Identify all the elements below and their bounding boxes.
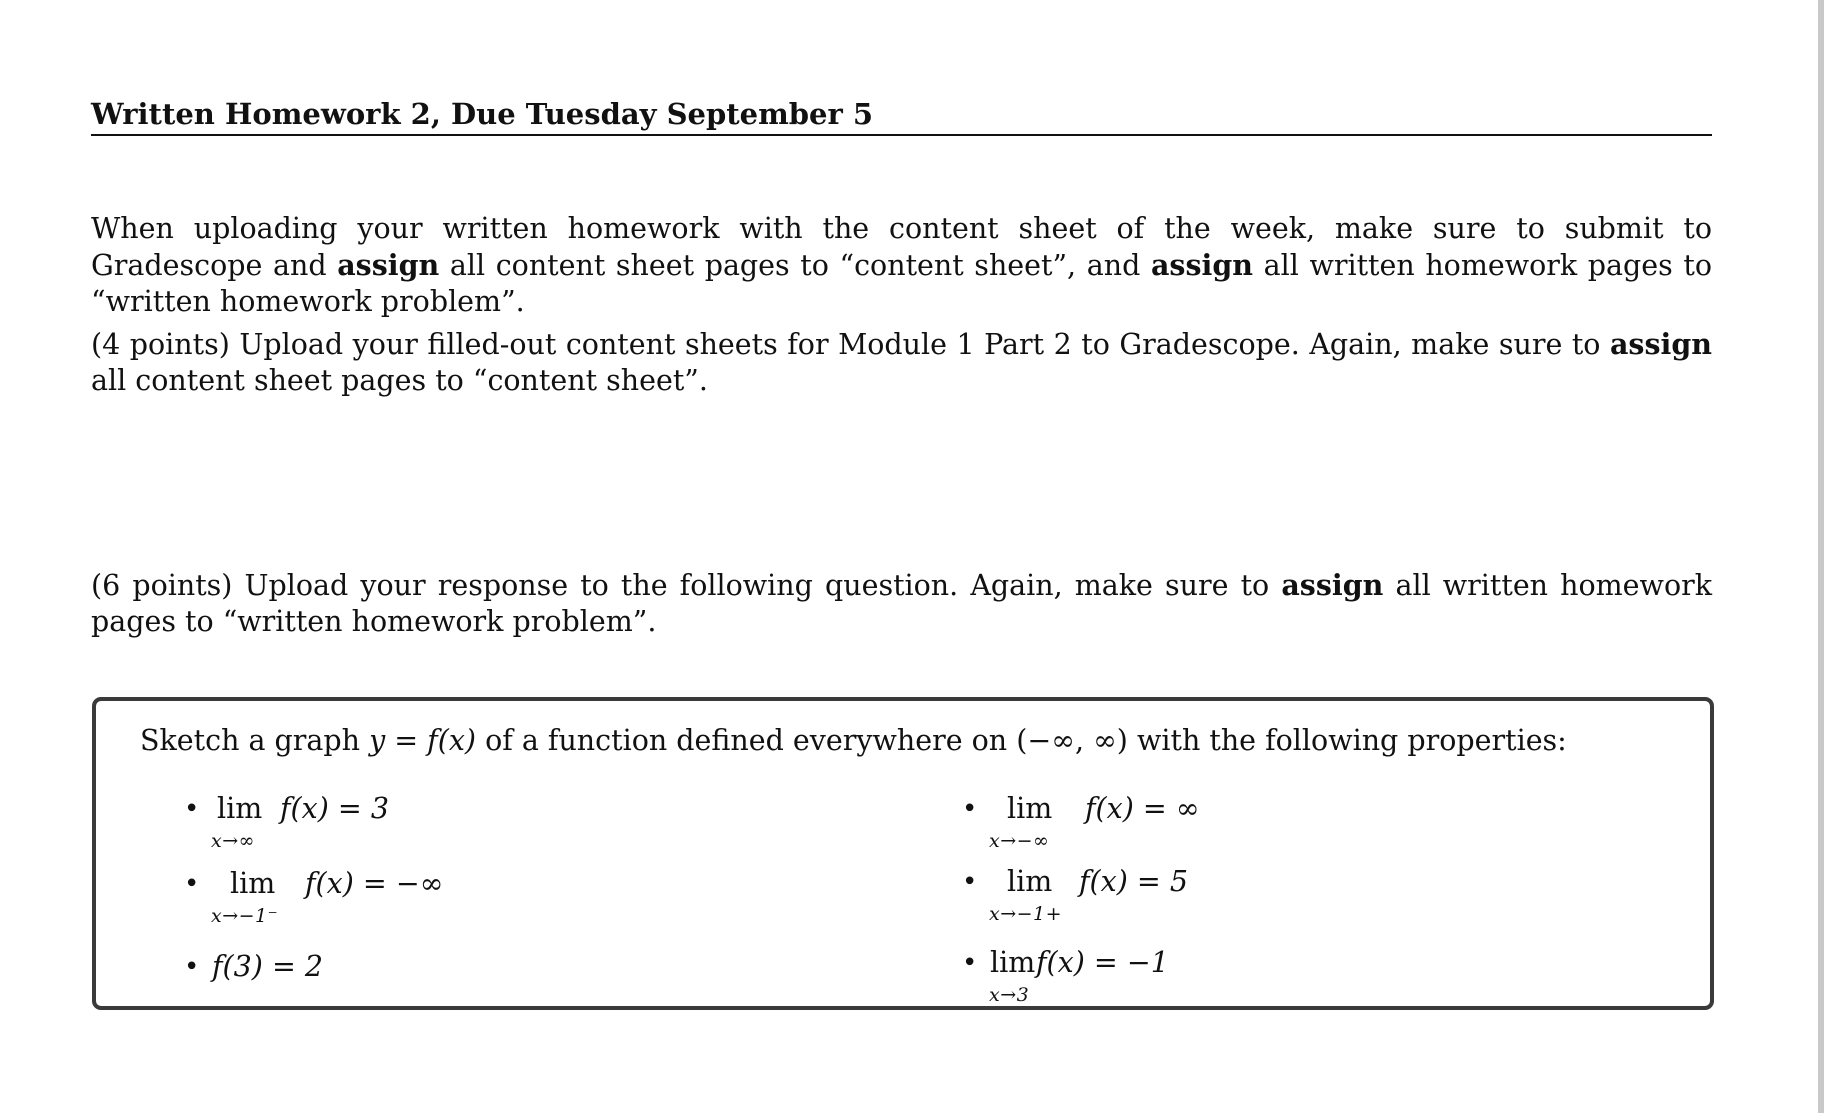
p3-bold-assign: assign bbox=[1281, 568, 1384, 602]
p3-text-2: all written homework pages to “written homework problem”. bbox=[91, 569, 1712, 638]
p1-text-2: all content sheet pages to “content sheet”, and bbox=[439, 249, 1151, 282]
p2-text-1: (4 points) Upload your filled-out content sheets for Module 1 Part 2 to Gradescope. Again, make sure to bbox=[91, 328, 1610, 361]
lim-operator: lim bbox=[217, 792, 263, 825]
property-expression: f(3) = 2 bbox=[212, 950, 324, 983]
page-title: Written Homework 2, Due Tuesday September 5 bbox=[91, 97, 874, 131]
problem-statement bbox=[140, 723, 1567, 759]
lim-subscript: x→−1⁻ bbox=[211, 905, 279, 927]
p2-text-2: all content sheet pages to “content sheet”. bbox=[91, 364, 708, 397]
property-expression: f(x) = 3 bbox=[280, 792, 389, 825]
content-sheet-paragraph bbox=[91, 326, 1712, 399]
title-underline bbox=[91, 134, 1712, 136]
problem-box bbox=[92, 697, 1714, 1010]
p1-text-3: all written homework pages to “written homework problem”. bbox=[91, 249, 1712, 318]
property-expression: f(x) = 5 bbox=[1079, 865, 1188, 898]
p1-bold-assign-2: assign bbox=[1150, 248, 1253, 282]
lim-subscript: x→−∞ bbox=[989, 830, 1050, 852]
property-expression: f(x) = −∞ bbox=[305, 867, 444, 900]
lim-operator: lim bbox=[1007, 792, 1053, 825]
p2-bold-assign: assign bbox=[1609, 327, 1712, 361]
p3-text-1: (6 points) Upload your response to the following question. Again, make sure to bbox=[91, 569, 1282, 602]
bullet-icon: • bbox=[184, 952, 200, 982]
bullet-icon: • bbox=[184, 869, 200, 899]
bullet-icon: • bbox=[962, 948, 978, 978]
lim-subscript: x→3 bbox=[989, 984, 1030, 1006]
lim-operator: lim bbox=[1007, 865, 1053, 898]
lim-operator: lim bbox=[990, 946, 1036, 979]
lim-operator: lim bbox=[230, 867, 276, 900]
lim-subscript: x→∞ bbox=[211, 830, 255, 852]
instructions-paragraph bbox=[91, 211, 1712, 320]
property-expression: f(x) = −1 bbox=[1036, 946, 1169, 979]
intro-text-a: Sketch a graph bbox=[140, 724, 370, 757]
bullet-icon: • bbox=[962, 867, 978, 897]
lim-subscript: x→−1+ bbox=[989, 903, 1063, 925]
bullet-icon: • bbox=[184, 794, 200, 824]
p1-text-1: When uploading your written homework with the content sheet of the week, make sure to submit to Gradescope and bbox=[91, 212, 1712, 282]
intro-text-b: of a function defined everywhere on (−∞, ∞) with the following properties: bbox=[476, 724, 1567, 757]
property-expression: f(x) = ∞ bbox=[1085, 792, 1200, 825]
bullet-icon: • bbox=[962, 794, 978, 824]
response-paragraph bbox=[91, 567, 1712, 640]
intro-math: y = f(x) bbox=[369, 724, 477, 757]
p1-bold-assign-1: assign bbox=[337, 248, 440, 282]
vertical-scrollbar[interactable] bbox=[1818, 0, 1824, 1113]
